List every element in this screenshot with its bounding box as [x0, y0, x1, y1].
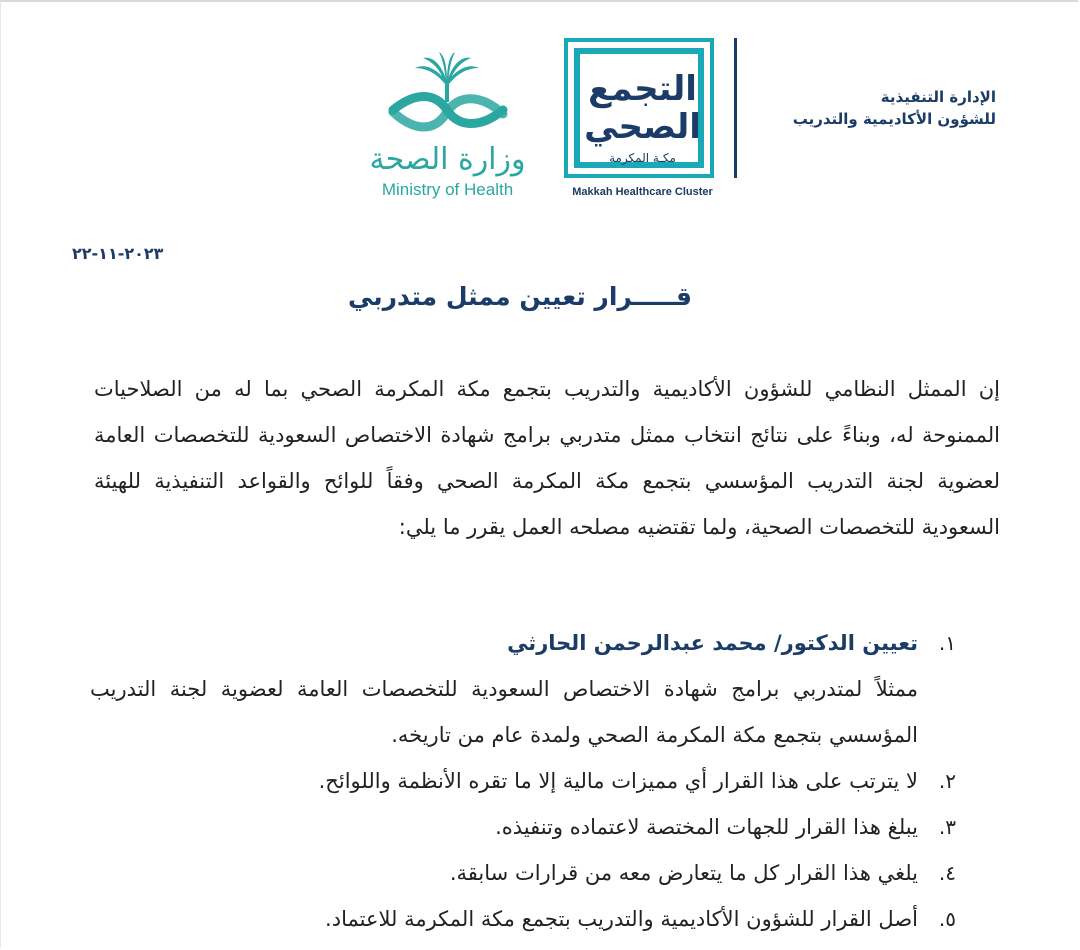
item-number: ٥.	[938, 907, 956, 931]
department-line-1: الإدارة التنفيذية	[880, 88, 996, 106]
list-item	[90, 620, 956, 758]
list-item	[90, 896, 956, 942]
item-text: أصل القرار للشؤون الأكاديمية والتدريب بتجمع مكة المكرمة للاعتماد.	[325, 907, 918, 931]
item-lead: تعيين الدكتور/ محمد عبدالرحمن الحارثي	[507, 631, 918, 655]
palm-swords-emblem-icon	[385, 52, 510, 137]
moh-name-arabic: وزارة الصحة	[369, 142, 526, 177]
header-divider	[734, 38, 737, 178]
list-item	[90, 758, 956, 804]
department-title	[760, 86, 996, 130]
list-item	[90, 804, 956, 850]
cluster-city-arabic: مكـة المكرمة	[609, 151, 676, 165]
document-date: ٢٠٢٣-١١-٢٢	[72, 244, 164, 263]
cluster-name-arabic: التجمع الصحي	[584, 69, 701, 147]
item-text: يلغي هذا القرار كل ما يتعارض معه من قرارات سابقة.	[449, 861, 918, 885]
item-number: ١.	[938, 631, 956, 655]
item-text: ممثلاً لمتدربي برامج شهادة الاختصاص السعودية للتخصصات العامة لعضوية لجنة التدريب المؤسسي بتجمع مكة المكرمة الصحي ولمدة عام من تاريخه.	[90, 677, 918, 747]
item-number: ٤.	[938, 861, 956, 885]
department-line-2: للشؤون الأكاديمية والتدريب	[792, 110, 996, 128]
decision-items	[90, 620, 956, 942]
list-item	[90, 850, 956, 896]
cluster-name-english: Makkah Healthcare Cluster	[572, 186, 713, 198]
item-text: لا يترتب على هذا القرار أي مميزات مالية إلا ما تقره الأنظمة واللوائح.	[318, 769, 918, 793]
moh-name-english: Ministry of Health	[381, 180, 514, 199]
makkah-cluster-logo	[560, 36, 725, 206]
decision-preamble: إن الممثل النظامي للشؤون الأكاديمية والتدريب بتجمع مكة المكرمة الصحي بما له من الصلاحيات الممنوحة له، وبناءً على نتائج انتخاب ممثل متدربي برامج شهادة الاختصاص السعودية للتخصصات العامة لعضوية لجنة التدريب المؤسسي بتجمع مكة المكرمة الصحي وفقاً للوائح والقواعد التنفيذية للهيئة السعودية للتخصصات الصحية، ولما تقتضيه مصلحه العمل يقرر ما يلي:	[94, 377, 1000, 539]
item-text: يبلغ هذا القرار للجهات المختصة لاعتماده وتنفيذه.	[495, 815, 918, 839]
item-number: ٢.	[938, 769, 956, 793]
ministry-of-health-logo	[360, 52, 535, 204]
item-number: ٣.	[938, 815, 956, 839]
document-title: قـــــرار تعيين ممثل متدربي	[347, 282, 693, 311]
